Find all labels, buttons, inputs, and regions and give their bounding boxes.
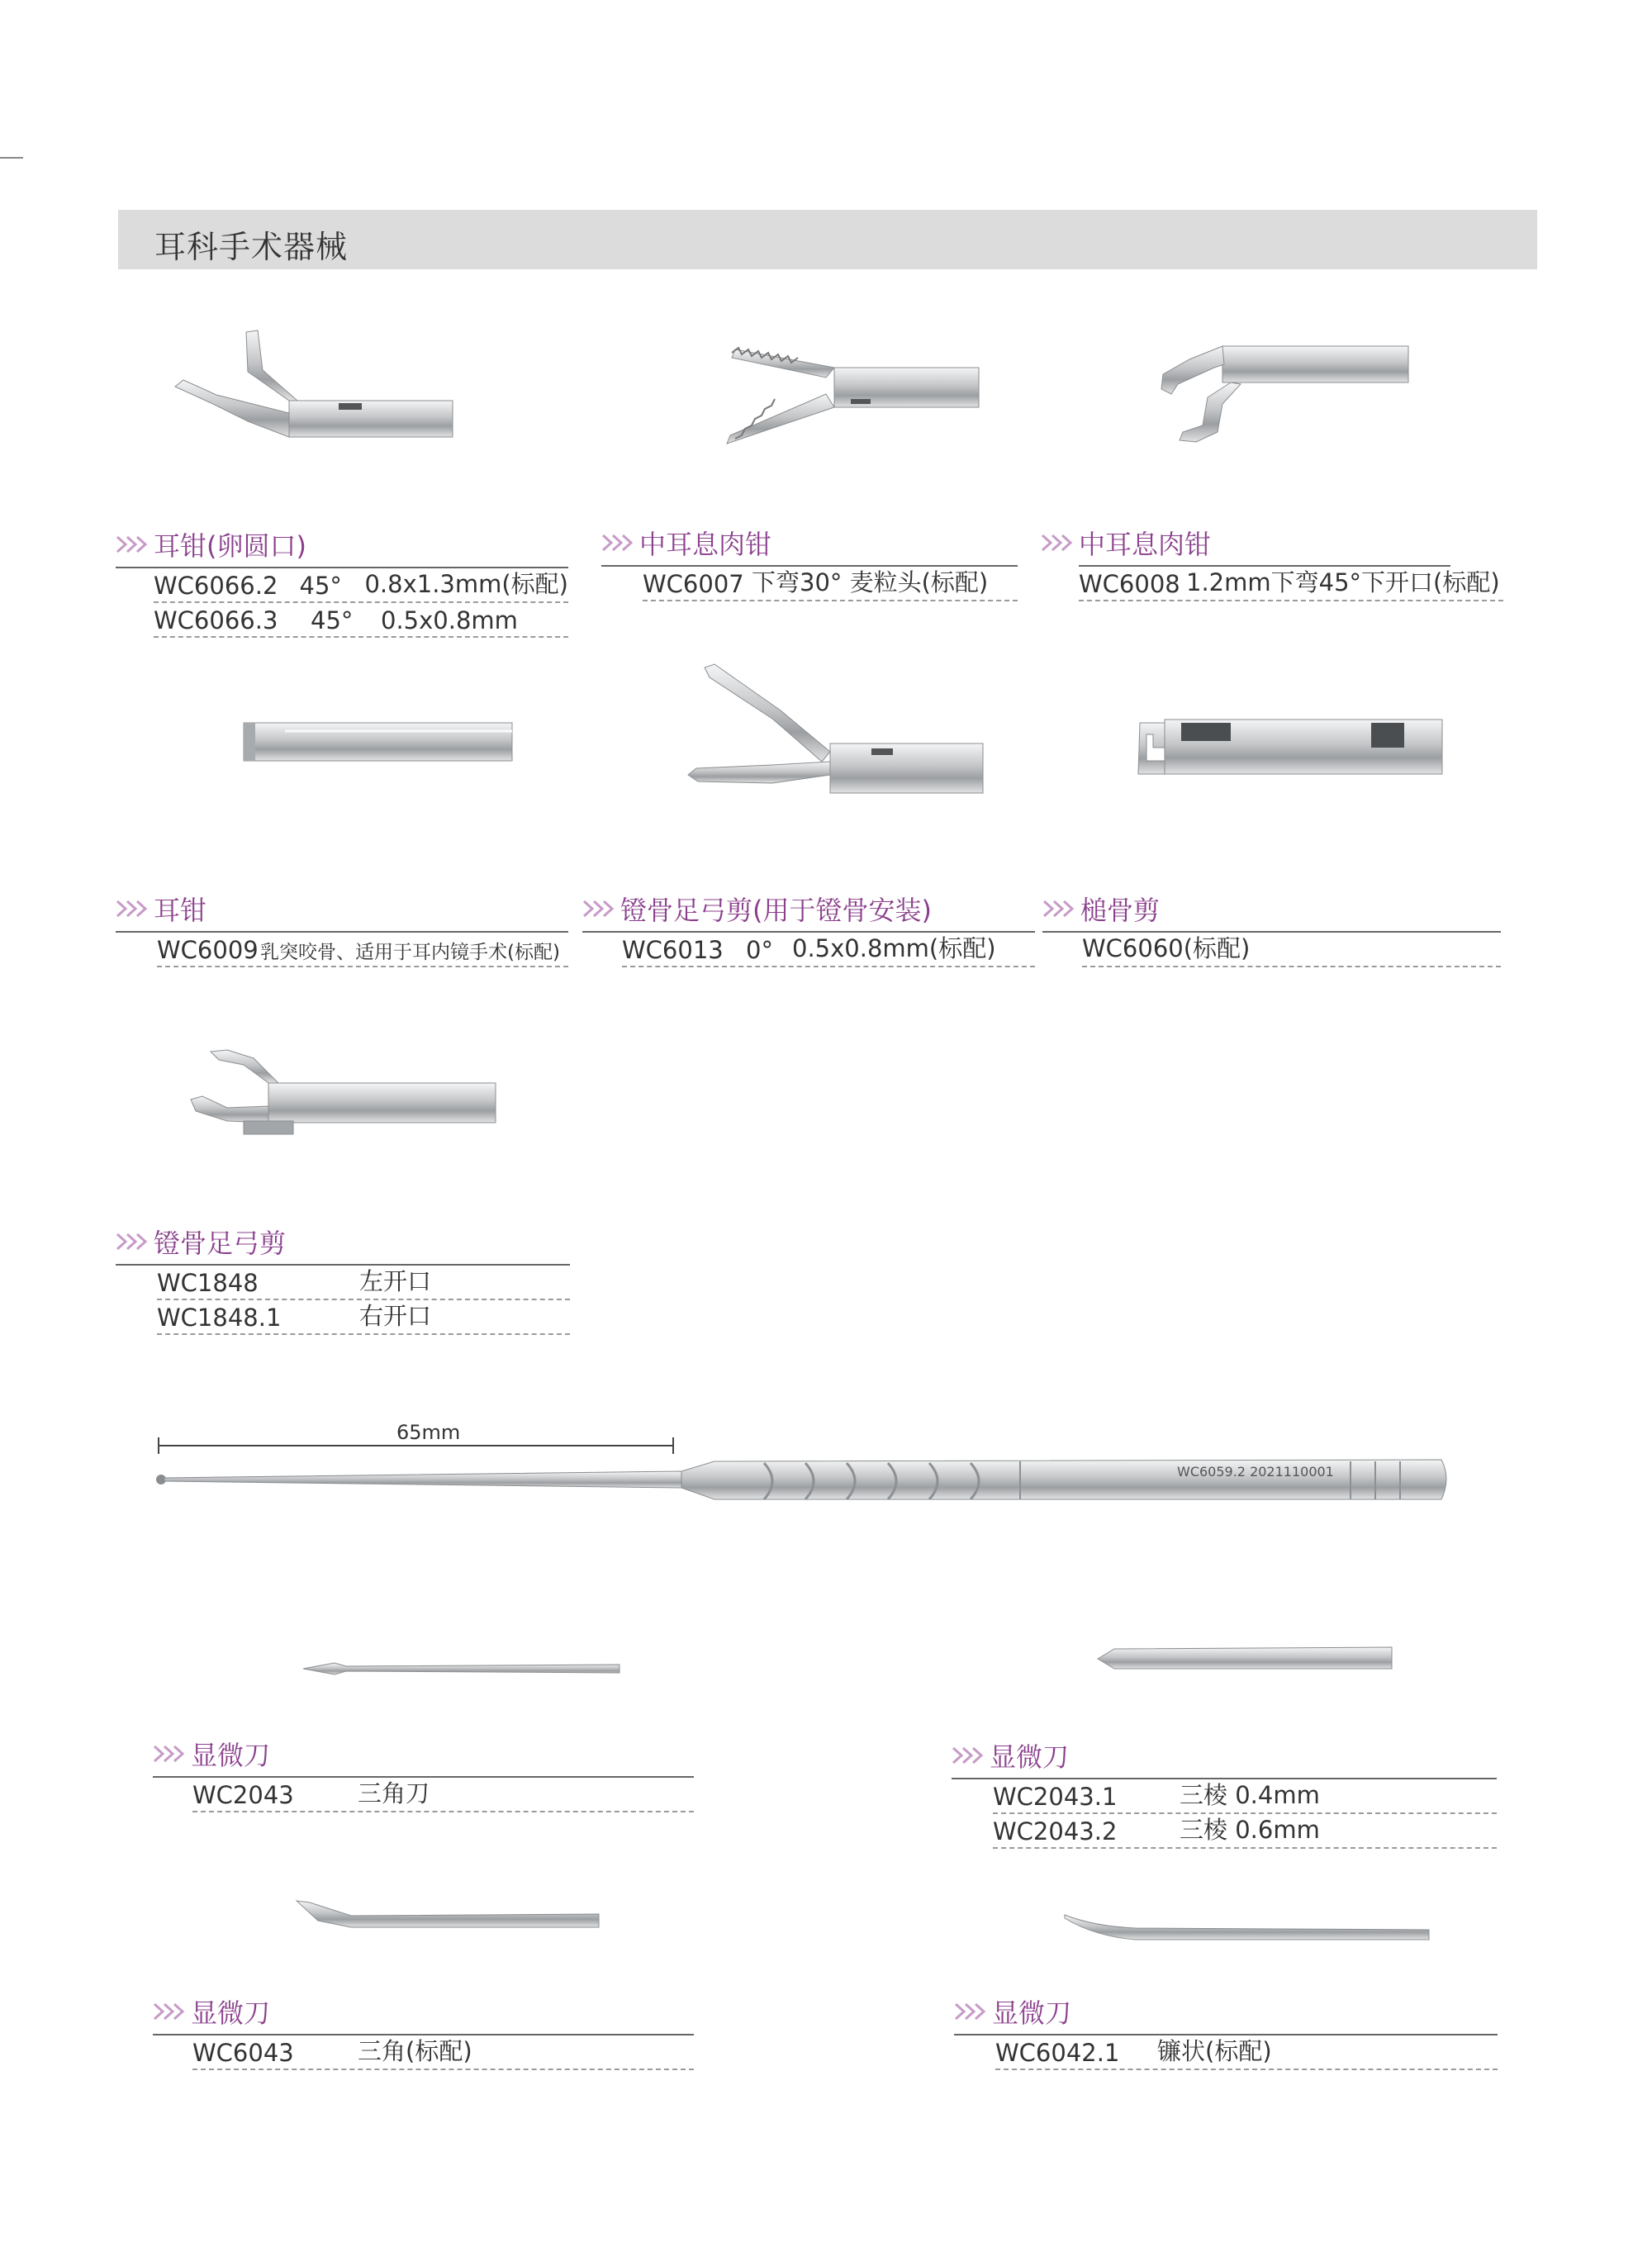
- middle-ear-polyp-forceps-45-image: [1148, 335, 1412, 450]
- product-code: WC2043.2: [993, 1817, 1118, 1845]
- item-malleus-scissors: [1042, 888, 1501, 967]
- spec: 下弯30° 麦粒头(标配): [752, 568, 989, 596]
- item-middle-ear-polyp-forceps-30: [601, 522, 1018, 601]
- microknife-triangle-standard-image: [293, 1896, 603, 1937]
- double-chevron-icon: [116, 1232, 149, 1252]
- spec: 0.5x0.8mm(标配): [792, 934, 996, 962]
- angle: 45°: [299, 572, 342, 600]
- spec-row: [1079, 567, 1503, 601]
- double-chevron-icon: [116, 534, 149, 554]
- item-microknife-triangle: [153, 1733, 694, 1812]
- item-ear-forceps: [116, 888, 568, 967]
- angle: 0°: [746, 936, 773, 964]
- malleus-scissors-image: [1132, 715, 1446, 781]
- item-microknife-three-edge: [952, 1735, 1497, 1849]
- middle-ear-polyp-forceps-30-image: [719, 335, 983, 450]
- spec: 0.5x0.8mm: [381, 606, 518, 634]
- double-chevron-icon: [1042, 899, 1075, 919]
- crop-mark: [0, 157, 23, 159]
- spec: 1.2mm下弯45°下开口(标配): [1186, 568, 1500, 596]
- item-title: 耳钳(卵圆口): [154, 530, 306, 562]
- double-chevron-icon: [153, 2002, 186, 2021]
- item-title: 镫骨足弓剪: [154, 1228, 287, 1259]
- dimension-label: 65mm: [396, 1421, 461, 1444]
- probe-engraving: WC6059.2 2021110001: [1177, 1464, 1334, 1480]
- item-stapes-crura-scissors-install: [582, 888, 1035, 967]
- item-title: 中耳息肉钳: [639, 529, 772, 560]
- spec: 镰状(标配): [1157, 2037, 1272, 2065]
- microknife-triangle-image: [301, 1656, 624, 1681]
- ear-forceps-oval-image: [165, 322, 463, 454]
- item-title: 中耳息肉钳: [1079, 529, 1212, 560]
- product-code: WC6066.2: [154, 572, 278, 600]
- spec-row: [154, 603, 568, 638]
- spec-row: [157, 1266, 570, 1300]
- item-title: 显微刀: [990, 1741, 1070, 1773]
- item-title: 耳钳: [154, 895, 207, 926]
- item-microknife-sickle: [954, 1991, 1498, 2070]
- double-chevron-icon: [954, 2002, 987, 2021]
- spec-row: [1082, 933, 1501, 967]
- ear-forceps-mastoid-image: [235, 715, 516, 772]
- item-title: 显微刀: [191, 1997, 271, 2029]
- double-chevron-icon: [582, 899, 615, 919]
- double-chevron-icon: [1041, 533, 1074, 553]
- microknife-three-edge-image: [1094, 1644, 1396, 1674]
- spec-row: [643, 567, 1018, 601]
- item-microknife-triangle-standard: [153, 1991, 694, 2070]
- product-code: WC6043: [192, 2039, 294, 2067]
- double-chevron-icon: [153, 1744, 186, 1764]
- microknife-sickle-image: [1061, 1908, 1433, 1950]
- product-code: WC1848.1: [157, 1304, 282, 1332]
- spec-row: [157, 933, 568, 967]
- ear-probe-image: [153, 1450, 1450, 1508]
- spec-row: [154, 568, 568, 603]
- spec: 右开口: [359, 1302, 432, 1330]
- product-code: WC2043.1: [993, 1783, 1118, 1811]
- item-middle-ear-polyp-forceps-45: [1041, 522, 1503, 601]
- section-title: 耳科手术器械: [154, 229, 349, 265]
- spec-row: [993, 1814, 1497, 1849]
- section-header: [118, 210, 1537, 269]
- product-code: WC6066.3: [154, 606, 278, 634]
- product-code: WC1848: [157, 1269, 259, 1297]
- spec: 0.8x1.3mm(标配): [364, 570, 568, 598]
- spec: 三棱 0.4mm: [1180, 1781, 1320, 1809]
- product-code: WC6007: [643, 570, 744, 598]
- spec: 左开口: [359, 1267, 432, 1295]
- stapes-crura-scissors-left-right-image: [178, 1045, 500, 1144]
- product-code: WC6008: [1079, 570, 1180, 598]
- product-code: WC6060(标配): [1082, 934, 1251, 962]
- spec: 三棱 0.6mm: [1180, 1816, 1320, 1844]
- stapes-crura-scissors-image: [681, 653, 987, 801]
- item-title: 显微刀: [191, 1740, 271, 1771]
- product-code: WC6013: [622, 936, 724, 964]
- item-stapes-crura-scissors: [116, 1221, 570, 1335]
- double-chevron-icon: [601, 533, 634, 553]
- double-chevron-icon: [116, 899, 149, 919]
- double-chevron-icon: [952, 1746, 985, 1765]
- product-code: WC6009: [157, 936, 259, 964]
- angle: 45°: [311, 606, 354, 634]
- spec-row: [192, 2035, 694, 2070]
- spec-row: [993, 1779, 1497, 1814]
- spec: 三角(标配): [358, 2037, 472, 2065]
- spec-row: [622, 933, 1035, 967]
- product-code: WC6042.1: [995, 2039, 1120, 2067]
- spec-row: [995, 2035, 1498, 2070]
- item-title: 显微刀: [992, 1997, 1072, 2029]
- spec-row: [192, 1778, 694, 1812]
- item-title: 槌骨剪: [1080, 895, 1161, 926]
- item-ear-forceps-oval: [116, 524, 568, 638]
- probe-dimension: [157, 1421, 677, 1454]
- item-title: 镫骨足弓剪(用于镫骨安装): [620, 895, 932, 926]
- product-code: WC2043: [192, 1781, 294, 1809]
- spec: 乳突咬骨、适用于耳内镜手术(标配): [260, 942, 560, 963]
- spec: 三角刀: [358, 1779, 430, 1807]
- spec-row: [157, 1300, 570, 1335]
